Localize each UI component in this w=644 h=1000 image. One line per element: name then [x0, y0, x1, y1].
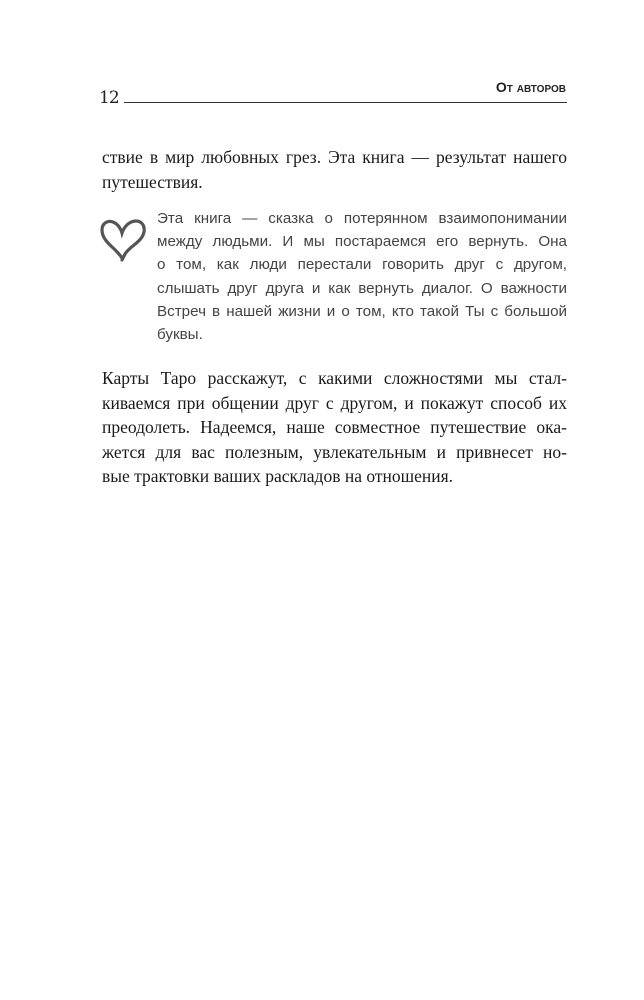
text-line: жется для вас полезным, увлекательным и привнесет но-	[102, 441, 567, 462]
page-number: 12	[99, 88, 119, 108]
text-line: слышать друг друга и как вернуть диалог. О важности	[157, 279, 567, 297]
text-line: Встреч в нашей жизни и о том, кто такой Ты с большой	[157, 302, 567, 320]
text-line: преодолеть. Надеемся, наше совместное путешествие ока-	[102, 417, 567, 437]
callout-text	[157, 207, 567, 346]
text-line: буквы.	[157, 326, 203, 344]
text-line: Карты Таро расскажут, с какими сложностями мы стал-	[102, 368, 567, 388]
paragraph-1	[102, 145, 567, 194]
text-line: вые трактовки ваших раскладов на отношения.	[102, 466, 454, 486]
header-rule	[124, 102, 567, 103]
text-line: путешествия.	[102, 171, 203, 192]
text-line: о том, как люди перестали говорить друг с другом,	[157, 256, 567, 274]
text-line: Эта книга — сказка о потерянном взаимопонимании	[157, 210, 567, 227]
paragraph-2	[102, 366, 567, 489]
text-line: киваемся при общении друг с другом, и покажут способ их	[102, 392, 567, 413]
text-line: ствие в мир любовных грез. Эта книга — результат нашего	[102, 147, 567, 167]
running-title: От авторов	[495, 79, 566, 95]
text-line: между людьми. И мы постараемся его вернуть. Она	[157, 233, 567, 251]
heart-icon	[98, 218, 148, 262]
